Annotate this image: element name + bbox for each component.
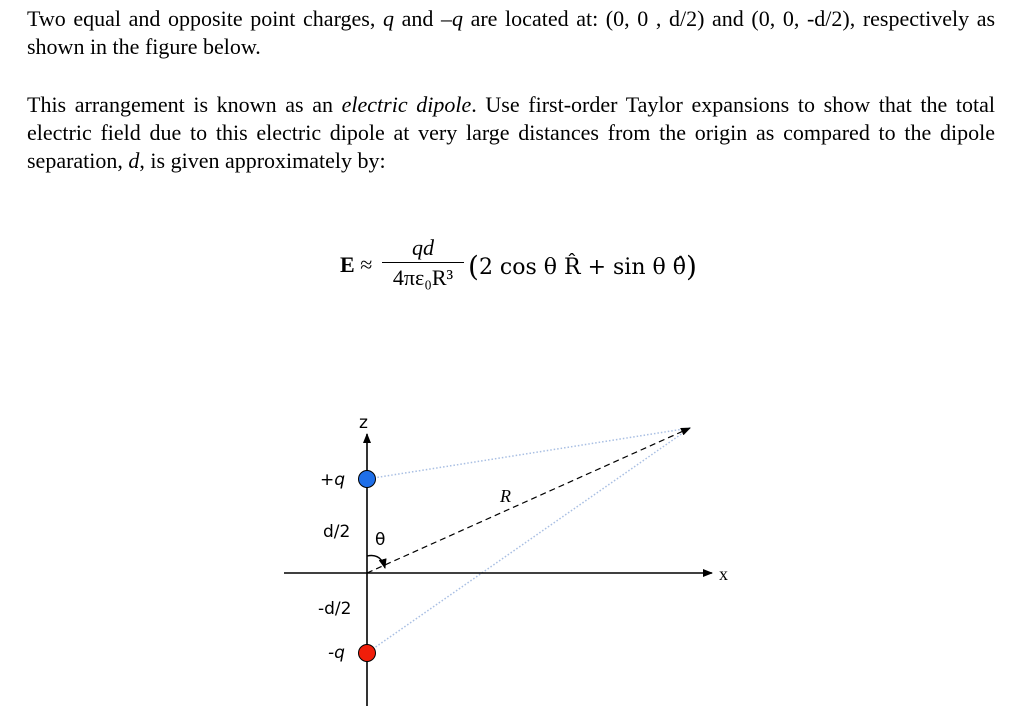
para2-text-b: . Use first-order Taylor expansions to show that the total electric field due to this electric dipole at very large distances from the origin as compared to the dipole separation, (27, 92, 996, 173)
z-axis-label: z (359, 413, 368, 433)
dipole-separation-symbol: d (128, 148, 140, 173)
negative-charge (359, 645, 376, 662)
theta-label: θ (375, 530, 386, 550)
close-paren: ) (685, 250, 697, 283)
distance-r-label: R (500, 486, 511, 506)
para1-text-a: Two equal and opposite point charges, (27, 6, 376, 31)
dotted-line-negative (367, 428, 690, 653)
field-symbol: E (340, 252, 355, 277)
theta-arc (367, 556, 385, 569)
distance-r-line (367, 428, 690, 573)
positive-charge-label: +q (320, 470, 346, 490)
para2-text-c: , is given approximately by: (139, 148, 386, 173)
x-axis-label: x (719, 564, 728, 584)
para1-and: and (401, 6, 434, 31)
charge-q-symbol: q (382, 6, 394, 31)
para2-text-a: This arrangement is known as an (27, 92, 333, 117)
negative-charge-label: -q (328, 643, 345, 663)
formula-body: 2 cos θ R̂ + sin θ θ̂ (478, 255, 686, 280)
para1-text-b: are located at: (0, 0 , d/2) and (0, 0, -d/2), respectively as shown in the figure below. (27, 6, 996, 59)
approx-symbol: ≈ (360, 252, 373, 277)
positive-offset-label: d/2 (323, 522, 351, 542)
electric-dipole-term: electric dipole (341, 92, 472, 117)
formula-denominator: 4πε₀R³ (392, 265, 454, 290)
charge-minus-q-symbol: –q (440, 6, 463, 31)
dotted-line-positive (367, 428, 690, 479)
positive-charge (359, 471, 376, 488)
formula-numerator: qd (412, 235, 434, 260)
negative-offset-label: -d/2 (318, 599, 352, 619)
open-paren: ( (468, 250, 479, 283)
